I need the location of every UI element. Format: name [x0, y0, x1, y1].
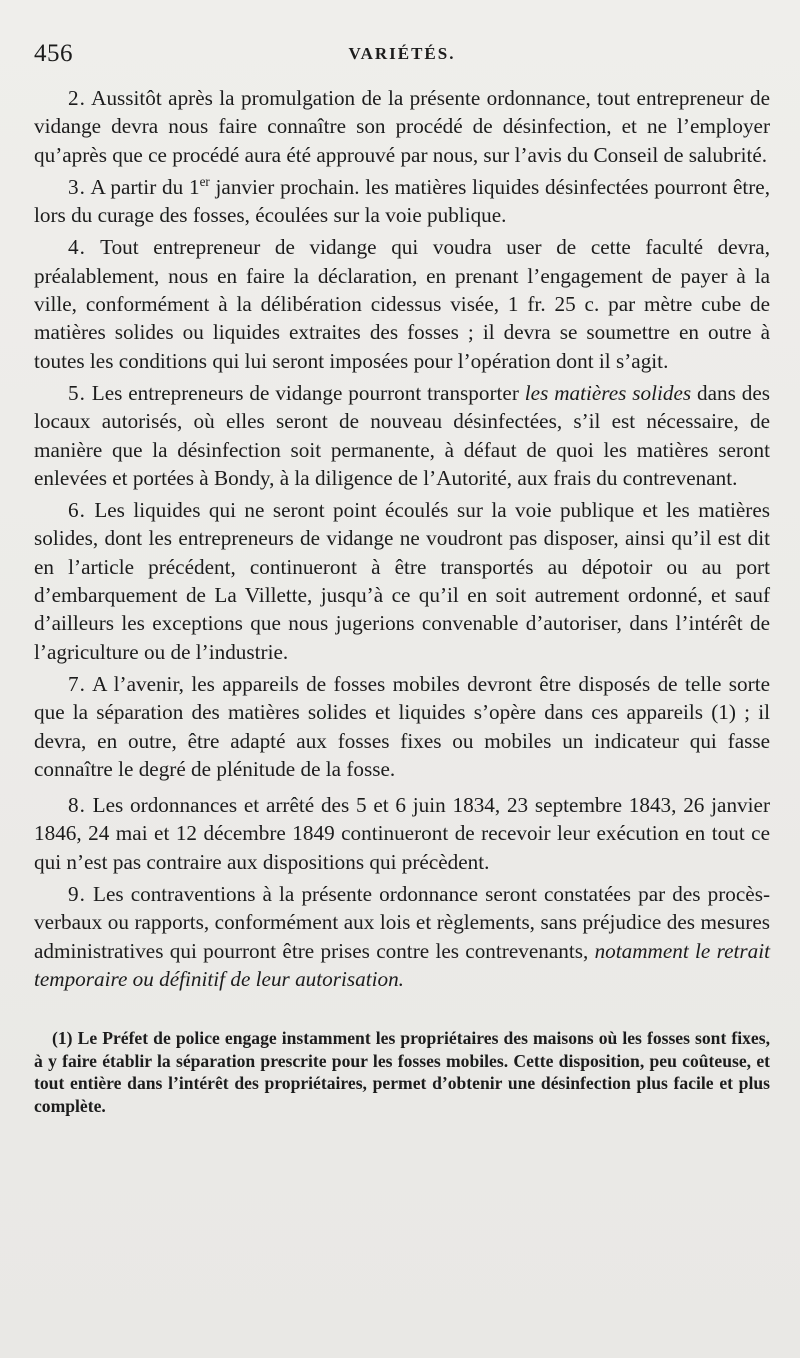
article-text-continued: dans des locaux autorisés, où elles seront de nouveau désinfectées, s’il est nécessaire, de manière que la désinfection soit permanente, à défaut de quoi les matières seront enlevées et portées à Bondy, à la diligence de l’Autorité, aux frais du contrevenant.	[34, 380, 770, 490]
article-text-continued: janvier prochain. les matières liquides désinfectées pourront être, lors du curage des fosses, écoulées sur la voie publique.	[34, 174, 770, 228]
footnote-paragraph	[34, 1027, 770, 1117]
article-number: 8.	[68, 793, 86, 818]
page-header	[34, 30, 770, 82]
article-text: Les ordonnances et arrêté des 5 et 6 juin 1834, 23 septembre 1843, 26 janvier 1846, 24 mai et 12 décembre 1849 continueront de recevoir leur exécution en tout ce qui n’est pas contraire aux dispositions qui précèdent.	[34, 793, 770, 874]
article-text-continued: ; il devra, en outre, être adapté aux fosses fixes ou mobiles un indicateur qui fasse connaître le degré de plénitude de la fosse.	[34, 700, 770, 781]
footnote-text: Le Préfet de police engage instamment les propriétaires des maisons où les fosses sont fixes, à y faire établir la séparation prescrite pour les fosses mobiles. Cette disposition, peu coûteuse, et tout entière dans l’intérêt des propriétaires, permet d’obtenir une désinfection plus facile et plus complète.	[34, 1028, 770, 1116]
article-2	[34, 84, 770, 169]
article-text: Les contraventions à la présente ordonnance seront constatées par des procès-verbaux ou rapports, conformément aux lois et règlements, sans préjudice des mesures administratives qui pourront être prises contre les contrevenants,	[34, 882, 770, 963]
article-number: 9.	[68, 882, 86, 907]
article-text: Les entrepreneurs de vidange pourront transporter	[91, 380, 525, 405]
article-text: A l’avenir, les appareils de fosses mobiles devront être disposés de telle sorte que la séparation des matières solides et liquides s’opère dans ces appareils	[34, 671, 770, 725]
article-text: A partir du 1	[90, 174, 200, 199]
article-7	[34, 670, 770, 783]
article-9	[34, 880, 770, 993]
article-number: 4.	[68, 235, 86, 260]
running-title: VARIÉTÉS.	[348, 44, 456, 63]
article-3	[34, 173, 770, 230]
article-6	[34, 496, 770, 666]
article-number: 2.	[68, 86, 86, 110]
article-number: 3.	[68, 174, 86, 199]
footnote-marker: (1)	[52, 1028, 73, 1049]
article-5	[34, 379, 770, 492]
article-number: 7.	[68, 671, 86, 696]
article-text: Les liquides qui ne seront point écoulés sur la voie publique et les matières solides, dont les entrepreneurs de vidange ne voudront pas disposer, ainsi qu’il est dit en l’article précédent, continueront à être transportés au dépotoir ou au port d’embarquement de La Villette, jusqu’à ce qu’il en soit autrement ordonné, et sauf d’ailleurs les exceptions que nous jugerions convenable d’autoriser, dans l’intérêt de l’agriculture ou de l’industrie.	[34, 498, 770, 664]
article-text: Aussitôt après la promulgation de la présente ordonnance, tout entrepreneur de vidange devra nous faire connaître son procédé de désinfection, et ne l’employer qu’après que ce procédé aura été approuvé par nous, sur l’avis du Conseil de salubrité.	[34, 86, 770, 167]
article-number: 6.	[68, 498, 86, 523]
article-number: 5.	[68, 380, 86, 405]
article-8	[34, 791, 770, 876]
italic-phrase: notamment le retrait temporaire ou définitif de leur autorisation.	[34, 938, 770, 991]
footnote-reference: (1)	[711, 700, 736, 725]
ordinance-text	[34, 84, 770, 993]
ordinal-superscript: er	[199, 173, 210, 189]
article-4	[34, 233, 770, 374]
page-number: 456	[34, 40, 73, 67]
footnote	[34, 1027, 770, 1117]
italic-phrase: les matières solides	[524, 380, 692, 405]
article-text: Tout entrepreneur de vidange qui voudra user de cette faculté devra, préalablement, nous en faire la déclaration, en prenant l’engagement de payer à la ville, conformément à la délibération cidessus visée, 1 fr. 25 c. par mètre cube de matières solides ou liquides extraites des fosses ; il devra se soumettre en outre à toutes les conditions qui lui seront imposées pour l’opération dont il s’agit.	[34, 235, 770, 373]
